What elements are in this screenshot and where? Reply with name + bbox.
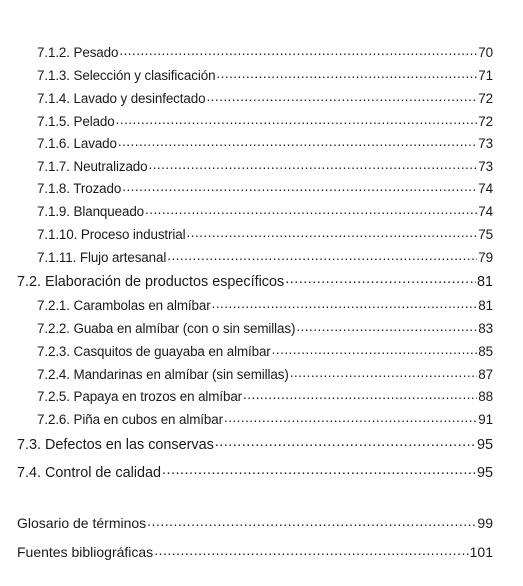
toc-entry-page: 101 [469, 544, 493, 560]
toc-entry-page: 88 [478, 389, 493, 405]
dot-leader [118, 135, 477, 148]
toc-entry-label: 7.1.8. Trozado [37, 181, 122, 197]
toc-entry-label: 7.1.5. Pelado [37, 114, 115, 130]
toc-entry-page: 72 [478, 91, 493, 107]
toc-section-entry[interactable] [17, 272, 493, 290]
toc-entry-label: 7.2.2. Guaba en almíbar (con o sin semillas) [37, 321, 296, 337]
dot-leader [290, 366, 478, 379]
dot-leader [162, 463, 476, 477]
toc-entry[interactable] [37, 135, 493, 151]
toc-entry-page: 81 [478, 298, 493, 314]
dot-leader [215, 435, 476, 449]
toc-entry-page: 95 [476, 437, 493, 454]
toc-entry-page: 95 [476, 465, 493, 482]
toc-entry-page: 70 [478, 45, 493, 61]
toc-entry[interactable] [37, 203, 493, 219]
toc-entry[interactable] [37, 67, 493, 83]
toc-entry-label: 7.2.1. Carambolas en almíbar [37, 298, 211, 314]
toc-entry[interactable] [37, 388, 493, 404]
toc-entry-page: 81 [476, 274, 493, 291]
toc-entry-page: 74 [478, 181, 493, 197]
dot-leader [285, 272, 476, 286]
toc-entry[interactable] [37, 44, 493, 60]
toc-entry-label: 7.1.11. Flujo artesanal [37, 250, 167, 266]
toc-entry-label: 7.2. Elaboración de productos específicos [17, 274, 285, 291]
toc-entry-page: 73 [478, 136, 493, 152]
toc-entry-label: 7.1.10. Proceso industrial [37, 227, 186, 243]
toc-entry-page: 99 [477, 515, 493, 531]
toc-entry-label: 7.2.4. Mandarinas en almíbar (sin semillas) [37, 367, 289, 383]
toc-entry[interactable] [37, 320, 493, 336]
toc-entry-label: 7.3. Defectos en las conservas [17, 437, 214, 454]
toc-entry-label: Fuentes bibliográficas [17, 544, 154, 560]
toc-entry[interactable] [37, 343, 493, 359]
toc-entry[interactable] [37, 90, 493, 106]
dot-leader [296, 320, 477, 333]
toc-entry-label: 7.2.5. Papaya en trozos en almíbar [37, 389, 243, 405]
toc-entry[interactable] [37, 411, 493, 427]
toc-entry-label: Glosario de términos [17, 515, 147, 531]
dot-leader [147, 514, 476, 528]
toc-entry[interactable] [37, 249, 493, 265]
dot-leader [116, 113, 478, 126]
dot-leader [224, 411, 477, 424]
toc-entry-label: 7.1.4. Lavado y desinfectado [37, 91, 206, 107]
dot-leader [187, 226, 478, 239]
dot-leader [167, 249, 477, 262]
toc-entry-label: 7.1.6. Lavado [37, 136, 117, 152]
toc-entry-page: 75 [478, 227, 493, 243]
dot-leader [206, 90, 477, 103]
toc-entry-label: 7.4. Control de calidad [17, 465, 161, 482]
dot-leader [212, 297, 478, 310]
toc-entry[interactable] [37, 180, 493, 196]
dot-leader [216, 67, 477, 80]
dot-leader [243, 388, 477, 401]
toc-backmatter-entry[interactable] [17, 543, 493, 560]
toc-entry[interactable] [37, 366, 493, 382]
toc-entry-label: 7.1.3. Selección y clasificación [37, 68, 216, 84]
toc-entry-page: 72 [478, 114, 493, 130]
toc-entry-page: 73 [478, 159, 493, 175]
toc-entry-page: 83 [478, 321, 493, 337]
toc-entry-page: 71 [478, 68, 493, 84]
dot-leader [145, 203, 477, 216]
toc-entry-label: 7.2.6. Piña en cubos en almíbar [37, 412, 223, 428]
dot-leader [119, 44, 477, 57]
toc-entry-page: 79 [478, 250, 493, 266]
toc-entry-label: 7.1.7. Neutralizado [37, 159, 148, 175]
toc-entry-page: 74 [478, 204, 493, 220]
toc-entry[interactable] [37, 158, 493, 174]
toc-entry-page: 87 [478, 367, 493, 383]
toc-entry[interactable] [37, 297, 493, 313]
toc-entry-page: 85 [478, 344, 493, 360]
toc-backmatter-entry[interactable] [17, 514, 493, 531]
toc-section-entry[interactable] [17, 435, 493, 453]
toc-entry-page: 91 [478, 412, 493, 428]
toc-entry-label: 7.1.9. Blanqueado [37, 204, 145, 220]
toc-entry[interactable] [37, 113, 493, 129]
dot-leader [122, 180, 477, 193]
dot-leader [149, 158, 478, 171]
toc-entry[interactable] [37, 226, 493, 242]
toc-entry-label: 7.2.3. Casquitos de guayaba en almíbar [37, 344, 271, 360]
dot-leader [272, 343, 478, 356]
toc-section-entry[interactable] [17, 463, 493, 481]
toc-entry-label: 7.1.2. Pesado [37, 45, 119, 61]
dot-leader [154, 543, 468, 557]
